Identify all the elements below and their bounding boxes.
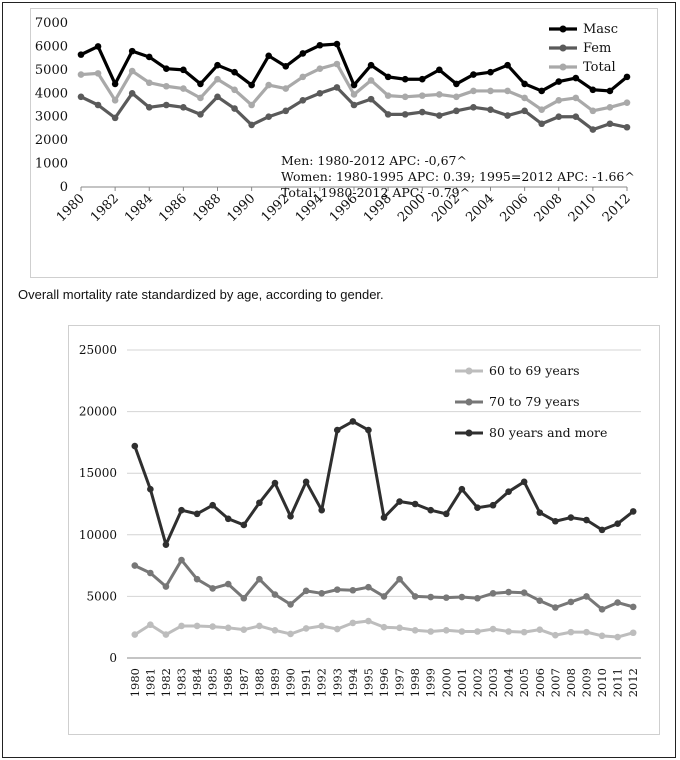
data-point-fem bbox=[300, 97, 307, 104]
data-point-70-to-79-years bbox=[443, 594, 450, 601]
x-tick-label: 2010 bbox=[565, 191, 600, 226]
data-point-70-to-79-years bbox=[490, 590, 497, 597]
data-point-fem bbox=[521, 108, 528, 115]
x-tick-label: 1990 bbox=[283, 668, 298, 698]
data-point-60-to-69-years bbox=[381, 624, 388, 631]
data-point-80-years-and-more bbox=[365, 427, 372, 434]
data-point-60-to-69-years bbox=[490, 626, 497, 633]
data-point-total bbox=[282, 85, 289, 92]
data-point-fem bbox=[351, 102, 358, 109]
x-tick-label: 2006 bbox=[532, 668, 547, 698]
data-point-fem bbox=[436, 112, 443, 119]
data-point-70-to-79-years bbox=[272, 591, 279, 598]
data-point-total bbox=[504, 88, 511, 95]
data-point-total bbox=[95, 70, 102, 77]
data-point-total bbox=[573, 95, 580, 102]
x-tick-label: 1994 bbox=[345, 668, 360, 698]
data-point-70-to-79-years bbox=[287, 601, 294, 608]
data-point-70-to-79-years bbox=[568, 599, 575, 606]
legend-marker-80-years-and-more bbox=[466, 430, 473, 437]
data-point-fem bbox=[317, 90, 324, 97]
data-point-fem bbox=[538, 120, 545, 127]
data-point-total bbox=[78, 71, 85, 78]
data-point-70-to-79-years bbox=[350, 587, 357, 594]
legend-label-70-to-79-years: 70 to 79 years bbox=[489, 394, 580, 409]
data-point-total bbox=[368, 77, 375, 84]
data-point-60-to-69-years bbox=[194, 623, 201, 630]
data-point-fem bbox=[282, 108, 289, 115]
data-point-60-to-69-years bbox=[412, 627, 419, 634]
y-tick-label: 20000 bbox=[78, 404, 117, 419]
data-point-70-to-79-years bbox=[209, 585, 216, 592]
chart-svg-age bbox=[69, 326, 659, 734]
x-tick-label: 2010 bbox=[595, 668, 610, 698]
data-point-total bbox=[487, 88, 494, 95]
data-point-60-to-69-years bbox=[630, 629, 637, 636]
data-point-80-years-and-more bbox=[427, 507, 434, 514]
data-point-masc bbox=[436, 67, 443, 74]
data-point-60-to-69-years bbox=[505, 628, 512, 635]
data-point-total bbox=[265, 82, 272, 89]
data-point-60-to-69-years bbox=[552, 632, 559, 639]
data-point-80-years-and-more bbox=[163, 541, 170, 548]
y-tick-label: 7000 bbox=[34, 16, 68, 31]
data-point-total bbox=[590, 108, 597, 115]
data-point-70-to-79-years bbox=[599, 606, 606, 613]
data-point-60-to-69-years bbox=[241, 626, 248, 633]
data-point-80-years-and-more bbox=[396, 498, 403, 505]
data-point-fem bbox=[78, 94, 85, 101]
data-point-total bbox=[163, 83, 170, 90]
data-point-60-to-69-years bbox=[474, 628, 481, 635]
x-tick-label: 2012 bbox=[626, 668, 641, 698]
x-tick-label: 1991 bbox=[299, 668, 314, 698]
x-tick-label: 1996 bbox=[326, 191, 361, 226]
data-point-70-to-79-years bbox=[521, 589, 528, 596]
data-point-80-years-and-more bbox=[490, 502, 497, 509]
data-point-fem bbox=[265, 113, 272, 120]
data-point-total bbox=[129, 68, 136, 75]
data-point-masc bbox=[521, 81, 528, 88]
x-tick-label: 1993 bbox=[330, 668, 345, 698]
mortality-by-gender-chart bbox=[30, 8, 658, 278]
x-tick-label: 1986 bbox=[221, 668, 236, 698]
data-point-total bbox=[402, 94, 409, 101]
data-point-80-years-and-more bbox=[318, 507, 325, 514]
apc-annotation: Women: 1980-1995 APC: 0.39; 1995=2012 APC: -1.66^ bbox=[281, 169, 635, 184]
data-point-70-to-79-years bbox=[427, 594, 434, 601]
data-point-total bbox=[180, 85, 187, 92]
data-point-total bbox=[334, 61, 341, 68]
data-point-60-to-69-years bbox=[147, 621, 154, 628]
data-point-70-to-79-years bbox=[630, 604, 637, 611]
data-point-60-to-69-years bbox=[225, 625, 232, 632]
x-tick-label: 1980 bbox=[127, 668, 142, 698]
data-point-60-to-69-years bbox=[163, 631, 170, 638]
data-point-masc bbox=[78, 51, 85, 58]
y-tick-label: 4000 bbox=[34, 86, 68, 102]
data-point-70-to-79-years bbox=[178, 557, 185, 564]
data-point-masc bbox=[573, 75, 580, 82]
data-point-60-to-69-years bbox=[521, 629, 528, 636]
data-point-60-to-69-years bbox=[334, 626, 341, 633]
data-point-fem bbox=[419, 109, 426, 116]
legend-label-total: Total bbox=[583, 60, 616, 75]
data-point-80-years-and-more bbox=[459, 486, 466, 493]
data-point-60-to-69-years bbox=[599, 633, 606, 640]
data-point-fem bbox=[555, 113, 562, 120]
data-point-masc bbox=[402, 76, 409, 83]
data-point-80-years-and-more bbox=[303, 479, 310, 486]
data-point-80-years-and-more bbox=[505, 488, 512, 495]
data-point-80-years-and-more bbox=[614, 520, 621, 527]
data-point-masc bbox=[265, 53, 272, 60]
data-point-masc bbox=[607, 88, 614, 95]
data-point-80-years-and-more bbox=[147, 486, 154, 493]
legend-label-80-years-and-more: 80 years and more bbox=[489, 425, 608, 440]
legend-marker-total bbox=[560, 64, 567, 71]
x-tick-label: 1985 bbox=[205, 668, 220, 698]
y-tick-label: 5000 bbox=[34, 62, 68, 78]
x-tick-label: 2004 bbox=[501, 668, 516, 698]
data-point-fem bbox=[624, 124, 631, 131]
data-point-80-years-and-more bbox=[552, 518, 559, 525]
data-point-70-to-79-years bbox=[131, 562, 138, 569]
x-tick-label: 2000 bbox=[395, 191, 430, 226]
data-point-60-to-69-years bbox=[583, 629, 590, 636]
y-tick-label: 25000 bbox=[78, 343, 117, 357]
data-point-fem bbox=[453, 108, 460, 115]
data-point-70-to-79-years bbox=[256, 576, 263, 583]
data-point-masc bbox=[129, 48, 136, 55]
y-tick-label: 10000 bbox=[78, 527, 117, 542]
data-point-total bbox=[146, 79, 153, 86]
data-point-80-years-and-more bbox=[568, 514, 575, 521]
legend-marker-70-to-79-years bbox=[466, 399, 473, 406]
data-point-masc bbox=[180, 67, 187, 74]
data-point-masc bbox=[334, 41, 341, 48]
x-tick-label: 2008 bbox=[531, 191, 566, 226]
data-point-60-to-69-years bbox=[272, 627, 279, 634]
x-tick-label: 1984 bbox=[122, 191, 157, 226]
data-point-80-years-and-more bbox=[334, 427, 341, 434]
data-point-masc bbox=[214, 62, 221, 69]
legend-marker-fem bbox=[560, 45, 567, 52]
data-point-70-to-79-years bbox=[459, 594, 466, 601]
data-point-fem bbox=[214, 94, 221, 101]
data-point-80-years-and-more bbox=[287, 513, 294, 520]
data-point-fem bbox=[112, 115, 119, 122]
x-tick-label: 1996 bbox=[377, 668, 391, 698]
data-point-80-years-and-more bbox=[521, 479, 528, 486]
data-point-masc bbox=[282, 63, 289, 70]
x-tick-label: 1998 bbox=[408, 668, 423, 698]
data-point-80-years-and-more bbox=[272, 480, 279, 487]
data-point-total bbox=[231, 86, 238, 93]
data-point-fem bbox=[573, 113, 580, 120]
data-point-70-to-79-years bbox=[474, 595, 481, 602]
x-tick-label: 2002 bbox=[429, 191, 464, 226]
data-point-fem bbox=[129, 90, 136, 97]
data-point-fem bbox=[470, 104, 477, 111]
data-point-fem bbox=[334, 84, 341, 91]
data-point-80-years-and-more bbox=[536, 509, 543, 516]
data-point-masc bbox=[470, 71, 477, 78]
data-point-60-to-69-years bbox=[209, 623, 216, 630]
data-point-70-to-79-years bbox=[396, 576, 403, 583]
data-point-80-years-and-more bbox=[599, 527, 606, 534]
x-tick-label: 1998 bbox=[360, 191, 395, 226]
data-point-fem bbox=[197, 111, 204, 118]
data-point-60-to-69-years bbox=[427, 628, 434, 635]
x-tick-label: 1999 bbox=[423, 668, 438, 698]
data-point-60-to-69-years bbox=[536, 626, 543, 633]
data-point-fem bbox=[368, 96, 375, 103]
data-point-70-to-79-years bbox=[194, 576, 201, 583]
y-tick-label: 1000 bbox=[34, 156, 68, 172]
figure-caption: Overall mortality rate standardized by age, according to gender. bbox=[18, 287, 384, 302]
data-point-80-years-and-more bbox=[412, 501, 419, 508]
y-tick-label: 2000 bbox=[34, 133, 68, 149]
x-tick-label: 2012 bbox=[599, 191, 634, 226]
data-point-70-to-79-years bbox=[614, 599, 621, 606]
data-point-80-years-and-more bbox=[225, 515, 232, 522]
data-point-80-years-and-more bbox=[350, 418, 357, 425]
legend-label-masc: Masc bbox=[583, 22, 619, 37]
y-tick-label: 5000 bbox=[86, 589, 117, 604]
apc-annotation: Men: 1980-2012 APC: -0,67^ bbox=[281, 153, 467, 168]
data-point-70-to-79-years bbox=[241, 595, 248, 602]
data-point-70-to-79-years bbox=[318, 590, 325, 597]
y-tick-label: 6000 bbox=[34, 39, 68, 55]
data-point-70-to-79-years bbox=[225, 581, 232, 588]
data-point-70-to-79-years bbox=[365, 584, 372, 591]
data-point-60-to-69-years bbox=[614, 634, 621, 641]
data-point-fem bbox=[607, 120, 614, 127]
data-point-80-years-and-more bbox=[194, 511, 201, 518]
data-point-80-years-and-more bbox=[256, 499, 263, 506]
data-point-60-to-69-years bbox=[131, 631, 138, 638]
legend-label-fem: Fem bbox=[583, 41, 612, 56]
data-point-total bbox=[607, 104, 614, 111]
data-point-masc bbox=[248, 82, 255, 89]
x-tick-label: 1981 bbox=[143, 668, 158, 698]
data-point-fem bbox=[163, 102, 170, 109]
data-point-70-to-79-years bbox=[147, 570, 154, 577]
data-point-fem bbox=[487, 106, 494, 113]
data-point-60-to-69-years bbox=[459, 628, 466, 635]
data-point-80-years-and-more bbox=[474, 504, 481, 511]
data-point-masc bbox=[146, 54, 153, 61]
x-tick-label: 1983 bbox=[174, 668, 189, 698]
data-point-masc bbox=[317, 42, 324, 49]
x-tick-label: 2006 bbox=[497, 191, 532, 226]
data-point-70-to-79-years bbox=[163, 583, 170, 590]
data-point-70-to-79-years bbox=[334, 586, 341, 593]
x-tick-label: 1992 bbox=[258, 191, 293, 226]
data-point-60-to-69-years bbox=[350, 620, 357, 627]
x-tick-label: 1982 bbox=[158, 668, 173, 698]
data-point-total bbox=[248, 102, 255, 109]
data-point-masc bbox=[487, 69, 494, 76]
data-point-60-to-69-years bbox=[256, 623, 263, 630]
data-point-fem bbox=[180, 104, 187, 111]
x-tick-label: 2004 bbox=[463, 191, 498, 226]
x-tick-label: 2005 bbox=[517, 668, 532, 698]
data-point-total bbox=[351, 91, 358, 98]
data-point-fem bbox=[402, 111, 409, 118]
chart-svg-gender bbox=[31, 9, 657, 277]
data-point-60-to-69-years bbox=[365, 618, 372, 625]
y-tick-label: 3000 bbox=[34, 109, 68, 125]
data-point-total bbox=[385, 92, 392, 99]
data-point-masc bbox=[538, 88, 545, 95]
series-line-70-to-79-years bbox=[135, 560, 633, 609]
data-point-80-years-and-more bbox=[178, 507, 185, 514]
apc-annotation: Total: 1980-2012 APC: -0.79^ bbox=[281, 185, 471, 200]
data-point-total bbox=[453, 94, 460, 101]
data-point-60-to-69-years bbox=[568, 629, 575, 636]
data-point-masc bbox=[453, 81, 460, 88]
data-point-total bbox=[555, 97, 562, 104]
x-tick-label: 2011 bbox=[610, 668, 625, 698]
data-point-fem bbox=[95, 102, 102, 109]
data-point-60-to-69-years bbox=[303, 625, 310, 632]
data-point-80-years-and-more bbox=[443, 511, 450, 518]
x-tick-label: 1980 bbox=[53, 191, 88, 226]
data-point-80-years-and-more bbox=[241, 522, 248, 529]
x-tick-label: 1988 bbox=[252, 668, 267, 698]
data-point-fem bbox=[248, 122, 255, 129]
data-point-masc bbox=[504, 62, 511, 69]
data-point-total bbox=[436, 91, 443, 98]
data-point-fem bbox=[385, 111, 392, 118]
data-point-fem bbox=[590, 126, 597, 133]
data-point-masc bbox=[197, 81, 204, 88]
data-point-masc bbox=[300, 50, 307, 57]
data-point-70-to-79-years bbox=[303, 588, 310, 595]
x-tick-label: 1994 bbox=[292, 191, 327, 226]
data-point-total bbox=[419, 92, 426, 99]
data-point-70-to-79-years bbox=[381, 593, 388, 600]
x-tick-label: 1997 bbox=[392, 668, 407, 698]
data-point-masc bbox=[231, 69, 238, 76]
x-tick-label: 2008 bbox=[563, 668, 578, 698]
x-tick-label: 1989 bbox=[267, 668, 282, 698]
data-point-60-to-69-years bbox=[318, 623, 325, 630]
data-point-fem bbox=[504, 112, 511, 119]
data-point-total bbox=[112, 97, 119, 104]
x-tick-label: 2000 bbox=[439, 668, 454, 698]
data-point-total bbox=[214, 76, 221, 83]
data-point-masc bbox=[95, 43, 102, 50]
data-point-masc bbox=[385, 74, 392, 81]
x-tick-label: 2001 bbox=[454, 668, 469, 698]
data-point-80-years-and-more bbox=[381, 514, 388, 521]
legend-label-60-to-69-years: 60 to 69 years bbox=[489, 363, 580, 378]
data-point-80-years-and-more bbox=[583, 517, 590, 524]
x-tick-label: 2007 bbox=[548, 668, 563, 698]
data-point-masc bbox=[419, 76, 426, 83]
y-tick-label: 0 bbox=[59, 180, 68, 195]
data-point-masc bbox=[624, 74, 631, 81]
legend-marker-60-to-69-years bbox=[466, 368, 473, 375]
data-point-fem bbox=[231, 105, 238, 112]
mortality-by-age-chart bbox=[68, 325, 660, 735]
data-point-80-years-and-more bbox=[209, 502, 216, 509]
legend-marker-masc bbox=[560, 26, 567, 33]
data-point-total bbox=[538, 106, 545, 113]
data-point-total bbox=[470, 88, 477, 95]
data-point-60-to-69-years bbox=[443, 627, 450, 634]
data-point-70-to-79-years bbox=[583, 593, 590, 600]
x-tick-label: 2009 bbox=[579, 668, 594, 698]
data-point-80-years-and-more bbox=[131, 443, 138, 450]
data-point-masc bbox=[163, 65, 170, 72]
data-point-60-to-69-years bbox=[396, 625, 403, 632]
x-tick-label: 2003 bbox=[486, 668, 501, 698]
x-tick-label: 1986 bbox=[156, 191, 191, 226]
x-tick-label: 1992 bbox=[314, 668, 329, 698]
x-tick-label: 1984 bbox=[190, 668, 205, 698]
data-point-masc bbox=[112, 81, 119, 88]
data-point-70-to-79-years bbox=[505, 589, 512, 596]
data-point-total bbox=[317, 65, 324, 72]
data-point-70-to-79-years bbox=[536, 597, 543, 604]
data-point-fem bbox=[146, 104, 153, 111]
x-tick-label: 2002 bbox=[470, 668, 485, 698]
data-point-70-to-79-years bbox=[412, 593, 419, 600]
x-tick-label: 1988 bbox=[190, 191, 225, 226]
data-point-70-to-79-years bbox=[552, 604, 559, 611]
data-point-total bbox=[300, 74, 307, 81]
x-tick-label: 1982 bbox=[87, 191, 122, 226]
x-tick-label: 1995 bbox=[361, 668, 376, 698]
data-point-total bbox=[624, 99, 631, 106]
data-point-total bbox=[521, 95, 528, 102]
data-point-60-to-69-years bbox=[287, 631, 294, 638]
data-point-80-years-and-more bbox=[630, 508, 637, 515]
data-point-masc bbox=[590, 86, 597, 93]
data-point-masc bbox=[368, 62, 375, 69]
data-point-60-to-69-years bbox=[178, 623, 185, 630]
y-tick-label: 0 bbox=[109, 651, 117, 665]
y-tick-label: 15000 bbox=[78, 466, 117, 481]
data-point-masc bbox=[555, 78, 562, 85]
x-tick-label: 1990 bbox=[224, 191, 259, 226]
data-point-total bbox=[197, 95, 204, 102]
x-tick-label: 1987 bbox=[236, 668, 251, 698]
